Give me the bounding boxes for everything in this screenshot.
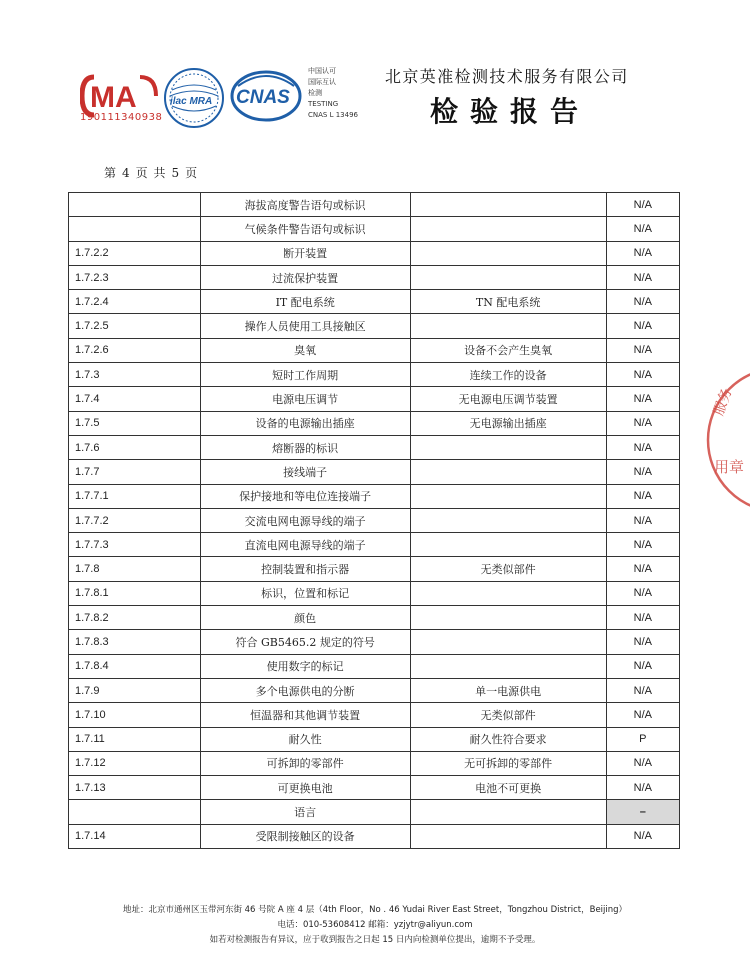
table-row xyxy=(69,678,680,702)
clause-cell xyxy=(69,217,201,241)
page-label-end: 页 xyxy=(185,166,199,180)
svg-text:服务: 服务 xyxy=(710,386,736,418)
result-cell: 电池不可更换 xyxy=(410,776,606,800)
table-row xyxy=(69,800,680,824)
verdict-cell: N/A xyxy=(606,557,679,581)
clause-cell: 1.7.7.1 xyxy=(69,484,201,508)
company-name: 北京英准检测技术服务有限公司 xyxy=(385,67,629,86)
cnas-text-line: 国际互认 xyxy=(308,78,336,86)
clause-cell: 1.7.8.1 xyxy=(69,581,201,605)
cma-code: 190111340938 xyxy=(80,112,163,123)
result-cell xyxy=(410,435,606,459)
requirement-cell: 使用数字的标记 xyxy=(200,654,410,678)
verdict-cell: N/A xyxy=(606,241,679,265)
verdict-cell: N/A xyxy=(606,193,679,217)
table-row xyxy=(69,484,680,508)
requirement-cell: 熔断器的标识 xyxy=(200,435,410,459)
cnas-text-line: 中国认可 xyxy=(308,67,336,75)
cnas-text-line: 检测 xyxy=(308,89,322,97)
clause-cell: 1.7.7.3 xyxy=(69,533,201,557)
clause-cell: 1.7.2.2 xyxy=(69,241,201,265)
requirement-cell: 可拆卸的零部件 xyxy=(200,751,410,775)
cnas-accreditation-text xyxy=(308,66,388,121)
result-cell: 无类似部件 xyxy=(410,703,606,727)
report-footer xyxy=(0,903,750,948)
verdict-cell: N/A xyxy=(606,217,679,241)
requirement-cell: 直流电网电源导线的端子 xyxy=(200,533,410,557)
verdict-cell: N/A xyxy=(606,751,679,775)
requirement-cell: 短时工作周期 xyxy=(200,363,410,387)
requirement-cell: 可更换电池 xyxy=(200,776,410,800)
page-total: 5 xyxy=(171,166,181,180)
verdict-cell: N/A xyxy=(606,824,679,848)
table-row xyxy=(69,581,680,605)
verdict-cell: N/A xyxy=(606,411,679,435)
result-cell xyxy=(410,533,606,557)
report-title: 检验报告 xyxy=(430,95,591,128)
result-cell xyxy=(410,241,606,265)
requirement-cell: 多个电源供电的分断 xyxy=(200,678,410,702)
result-cell: 设备不会产生臭氧 xyxy=(410,338,606,362)
clause-cell: 1.7.8.2 xyxy=(69,606,201,630)
verdict-cell: N/A xyxy=(606,265,679,289)
verdict-cell: N/A xyxy=(606,581,679,605)
verdict-cell: N/A xyxy=(606,776,679,800)
verdict-cell: N/A xyxy=(606,387,679,411)
clause-cell: 1.7.9 xyxy=(69,678,201,702)
verdict-cell: N/A xyxy=(606,678,679,702)
result-cell: 无类似部件 xyxy=(410,557,606,581)
inspection-table xyxy=(68,192,680,849)
svg-text:用章: 用章 xyxy=(714,458,745,476)
clause-cell: 1.7.11 xyxy=(69,727,201,751)
requirement-cell: 标识，位置和标记 xyxy=(200,581,410,605)
footer-address: 地址：北京市通州区玉带河东街 46 号院 A 座 4 层（4th Floor，No . 46 Yudai River East Street，Tongzhou District，Beijing） xyxy=(122,905,628,915)
report-header xyxy=(0,0,750,150)
result-cell: 单一电源供电 xyxy=(410,678,606,702)
result-cell: 无可拆卸的零部件 xyxy=(410,751,606,775)
requirement-cell: 气候条件警告语句或标识 xyxy=(200,217,410,241)
clause-cell: 1.7.10 xyxy=(69,703,201,727)
page-current: 4 xyxy=(122,166,131,180)
clause-cell: 1.7.5 xyxy=(69,411,201,435)
clause-cell xyxy=(69,193,201,217)
table-row xyxy=(69,290,680,314)
requirement-cell: 断开装置 xyxy=(200,241,410,265)
ilac-mra-logo xyxy=(162,66,226,130)
requirement-cell: 设备的电源输出插座 xyxy=(200,411,410,435)
footer-notice: 如若对检测报告有异议，应于收到报告之日起 15 日内向检测单位提出，逾期不予受理。 xyxy=(209,935,541,945)
table-row xyxy=(69,703,680,727)
table-row xyxy=(69,217,680,241)
result-cell xyxy=(410,630,606,654)
requirement-cell: 电源电压调节 xyxy=(200,387,410,411)
result-cell: 无电源输出插座 xyxy=(410,411,606,435)
clause-cell: 1.7.12 xyxy=(69,751,201,775)
requirement-cell: 语言 xyxy=(200,800,410,824)
clause-cell: 1.7.2.5 xyxy=(69,314,201,338)
table-row xyxy=(69,630,680,654)
clause-cell xyxy=(69,800,201,824)
table-row xyxy=(69,338,680,362)
table-row xyxy=(69,241,680,265)
verdict-cell: N/A xyxy=(606,363,679,387)
result-cell xyxy=(410,460,606,484)
clause-cell: 1.7.7 xyxy=(69,460,201,484)
table-row xyxy=(69,193,680,217)
table-row xyxy=(69,508,680,532)
cnas-text-line: TESTING xyxy=(308,100,339,108)
table-row xyxy=(69,265,680,289)
table-row xyxy=(69,557,680,581)
requirement-cell: 耐久性 xyxy=(200,727,410,751)
requirement-cell: 操作人员使用工具接触区 xyxy=(200,314,410,338)
requirement-cell: 颜色 xyxy=(200,606,410,630)
result-cell xyxy=(410,800,606,824)
table-row xyxy=(69,411,680,435)
requirement-cell: 交流电网电源导线的端子 xyxy=(200,508,410,532)
result-cell: TN 配电系统 xyxy=(410,290,606,314)
svg-text:ilac MRA: ilac MRA xyxy=(170,96,213,107)
clause-cell: 1.7.3 xyxy=(69,363,201,387)
clause-cell: 1.7.2.3 xyxy=(69,265,201,289)
table-row xyxy=(69,727,680,751)
clause-cell: 1.7.7.2 xyxy=(69,508,201,532)
requirement-cell: 接线端子 xyxy=(200,460,410,484)
requirement-cell: 海拔高度警告语句或标识 xyxy=(200,193,410,217)
table-row xyxy=(69,363,680,387)
clause-cell: 1.7.2.4 xyxy=(69,290,201,314)
table-row xyxy=(69,776,680,800)
page-label-start: 第 xyxy=(104,166,118,180)
clause-cell: 1.7.2.6 xyxy=(69,338,201,362)
verdict-cell: N/A xyxy=(606,533,679,557)
verdict-cell: – xyxy=(606,800,679,824)
verdict-cell: N/A xyxy=(606,703,679,727)
clause-cell: 1.7.8 xyxy=(69,557,201,581)
result-cell xyxy=(410,508,606,532)
requirement-cell: 保护接地和等电位连接端子 xyxy=(200,484,410,508)
svg-text:CNAS: CNAS xyxy=(236,87,290,108)
requirement-cell: 受限制接触区的设备 xyxy=(200,824,410,848)
requirement-cell: 过流保护装置 xyxy=(200,265,410,289)
requirement-cell: 恒温器和其他调节装置 xyxy=(200,703,410,727)
verdict-cell: N/A xyxy=(606,290,679,314)
table-row xyxy=(69,533,680,557)
verdict-cell: N/A xyxy=(606,630,679,654)
clause-cell: 1.7.4 xyxy=(69,387,201,411)
table-row xyxy=(69,751,680,775)
clause-cell: 1.7.6 xyxy=(69,435,201,459)
verdict-cell: N/A xyxy=(606,314,679,338)
requirement-cell: 臭氧 xyxy=(200,338,410,362)
verdict-cell: N/A xyxy=(606,435,679,459)
table-row xyxy=(69,460,680,484)
verdict-cell: N/A xyxy=(606,606,679,630)
table-row xyxy=(69,387,680,411)
result-cell: 无电源电压调节装置 xyxy=(410,387,606,411)
table-row xyxy=(69,314,680,338)
requirement-cell: 控制装置和指示器 xyxy=(200,557,410,581)
result-cell xyxy=(410,193,606,217)
result-cell xyxy=(410,217,606,241)
result-cell xyxy=(410,484,606,508)
cnas-logo xyxy=(230,70,302,122)
verdict-cell: N/A xyxy=(606,508,679,532)
clause-cell: 1.7.14 xyxy=(69,824,201,848)
cnas-text-line: CNAS L 13496 xyxy=(308,111,358,119)
clause-cell: 1.7.8.4 xyxy=(69,654,201,678)
verdict-cell: N/A xyxy=(606,460,679,484)
svg-text:MA: MA xyxy=(90,81,137,114)
verdict-cell: N/A xyxy=(606,484,679,508)
company-seal-stamp xyxy=(700,360,750,520)
footer-contact: 电话：010-53608412 邮箱：yzjytr@aliyun.com xyxy=(277,920,473,930)
page-label-mid: 页 共 xyxy=(135,166,167,180)
requirement-cell: IT 配电系统 xyxy=(200,290,410,314)
table-row xyxy=(69,435,680,459)
result-cell xyxy=(410,314,606,338)
table-row xyxy=(69,824,680,848)
requirement-cell: 符合 GB5465.2 规定的符号 xyxy=(200,630,410,654)
table-row xyxy=(69,606,680,630)
result-cell: 连续工作的设备 xyxy=(410,363,606,387)
clause-cell: 1.7.13 xyxy=(69,776,201,800)
verdict-cell: N/A xyxy=(606,338,679,362)
result-cell xyxy=(410,581,606,605)
result-cell xyxy=(410,824,606,848)
result-cell: 耐久性符合要求 xyxy=(410,727,606,751)
clause-cell: 1.7.8.3 xyxy=(69,630,201,654)
table-row xyxy=(69,654,680,678)
page-indicator xyxy=(104,164,203,181)
verdict-cell: P xyxy=(606,727,679,751)
verdict-cell: N/A xyxy=(606,654,679,678)
result-cell xyxy=(410,606,606,630)
result-cell xyxy=(410,265,606,289)
result-cell xyxy=(410,654,606,678)
